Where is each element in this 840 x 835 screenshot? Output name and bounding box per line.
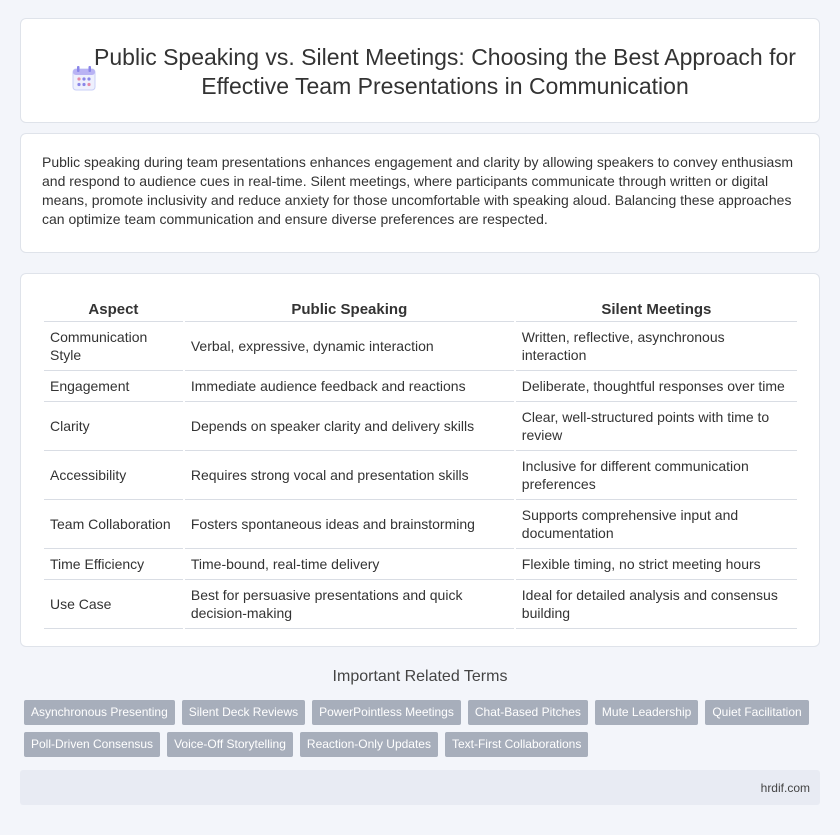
tag-row <box>24 732 824 757</box>
table-cell: Deliberate, thoughtful responses over time <box>516 371 797 402</box>
table-cell: Verbal, expressive, dynamic interaction <box>185 322 514 371</box>
tag-row <box>24 700 824 725</box>
comparison-card <box>20 273 820 647</box>
table-cell: Written, reflective, asynchronous interaction <box>516 322 797 371</box>
tag-quiet-facilitation[interactable]: Quiet Facilitation <box>705 700 808 725</box>
table-row <box>44 500 797 549</box>
table-cell: Clarity <box>44 402 183 451</box>
footer-site-link[interactable]: hrdif.com <box>760 781 810 795</box>
footer <box>20 770 820 805</box>
table-cell: Clear, well-structured points with time to review <box>516 402 797 451</box>
table-cell: Engagement <box>44 371 183 402</box>
intro-paragraph: Public speaking during team presentations enhances engagement and clarity by allowing speakers to convey enthusiasm and respond to audience cues in real-time. Silent meetings, where participants communicate through written or digital means, promote inclusivity and reduce anxiety for those uncomfortable with speaking aloud. Balancing these approaches can optimize team communication and ensure diverse preferences are respected. <box>42 154 794 227</box>
table-row <box>44 451 797 500</box>
table-cell: Team Collaboration <box>44 500 183 549</box>
tag-mute-leadership[interactable]: Mute Leadership <box>595 700 698 725</box>
tag-voice-off-storytelling[interactable]: Voice-Off Storytelling <box>167 732 293 757</box>
table-cell: Requires strong vocal and presentation skills <box>185 451 514 500</box>
table-row <box>44 549 797 580</box>
tag-chat-based-pitches[interactable]: Chat-Based Pitches <box>468 700 588 725</box>
related-terms-title: Important Related Terms <box>332 668 508 685</box>
header-silent-meetings: Silent Meetings <box>516 296 797 322</box>
table-cell: Supports comprehensive input and documentation <box>516 500 797 549</box>
table-row <box>44 580 797 629</box>
table-cell: Best for persuasive presentations and quick decision-making <box>185 580 514 629</box>
tag-asynchronous-presenting[interactable]: Asynchronous Presenting <box>24 700 175 725</box>
table-cell: Inclusive for different communication preferences <box>516 451 797 500</box>
tag-powerpointless-meetings[interactable]: PowerPointless Meetings <box>312 700 461 725</box>
tag-text-first-collaborations[interactable]: Text-First Collaborations <box>445 732 588 757</box>
title-card <box>20 18 820 123</box>
header-aspect: Aspect <box>44 296 183 322</box>
table-cell: Fosters spontaneous ideas and brainstorming <box>185 500 514 549</box>
table-row <box>44 402 797 451</box>
table-row <box>44 322 797 371</box>
table-cell: Flexible timing, no strict meeting hours <box>516 549 797 580</box>
table-cell: Immediate audience feedback and reactions <box>185 371 514 402</box>
table-cell: Time-bound, real-time delivery <box>185 549 514 580</box>
tag-poll-driven-consensus[interactable]: Poll-Driven Consensus <box>24 732 160 757</box>
table-cell: Ideal for detailed analysis and consensus building <box>516 580 797 629</box>
table-cell: Use Case <box>44 580 183 629</box>
header-public-speaking: Public Speaking <box>185 296 514 322</box>
table-row <box>44 371 797 402</box>
table-cell: Time Efficiency <box>44 549 183 580</box>
tag-reaction-only-updates[interactable]: Reaction-Only Updates <box>300 732 438 757</box>
tag-silent-deck-reviews[interactable]: Silent Deck Reviews <box>182 700 305 725</box>
table-header-row <box>44 296 797 322</box>
comparison-table <box>42 296 799 629</box>
table-cell: Accessibility <box>44 451 183 500</box>
related-terms-tags <box>24 700 824 764</box>
table-cell: Communication Style <box>44 322 183 371</box>
page-title: Public Speaking vs. Silent Meetings: Choosing the Best Approach for Effective Team Presentations in Communication <box>94 44 796 99</box>
table-cell: Depends on speaker clarity and delivery skills <box>185 402 514 451</box>
intro-card <box>20 133 820 253</box>
